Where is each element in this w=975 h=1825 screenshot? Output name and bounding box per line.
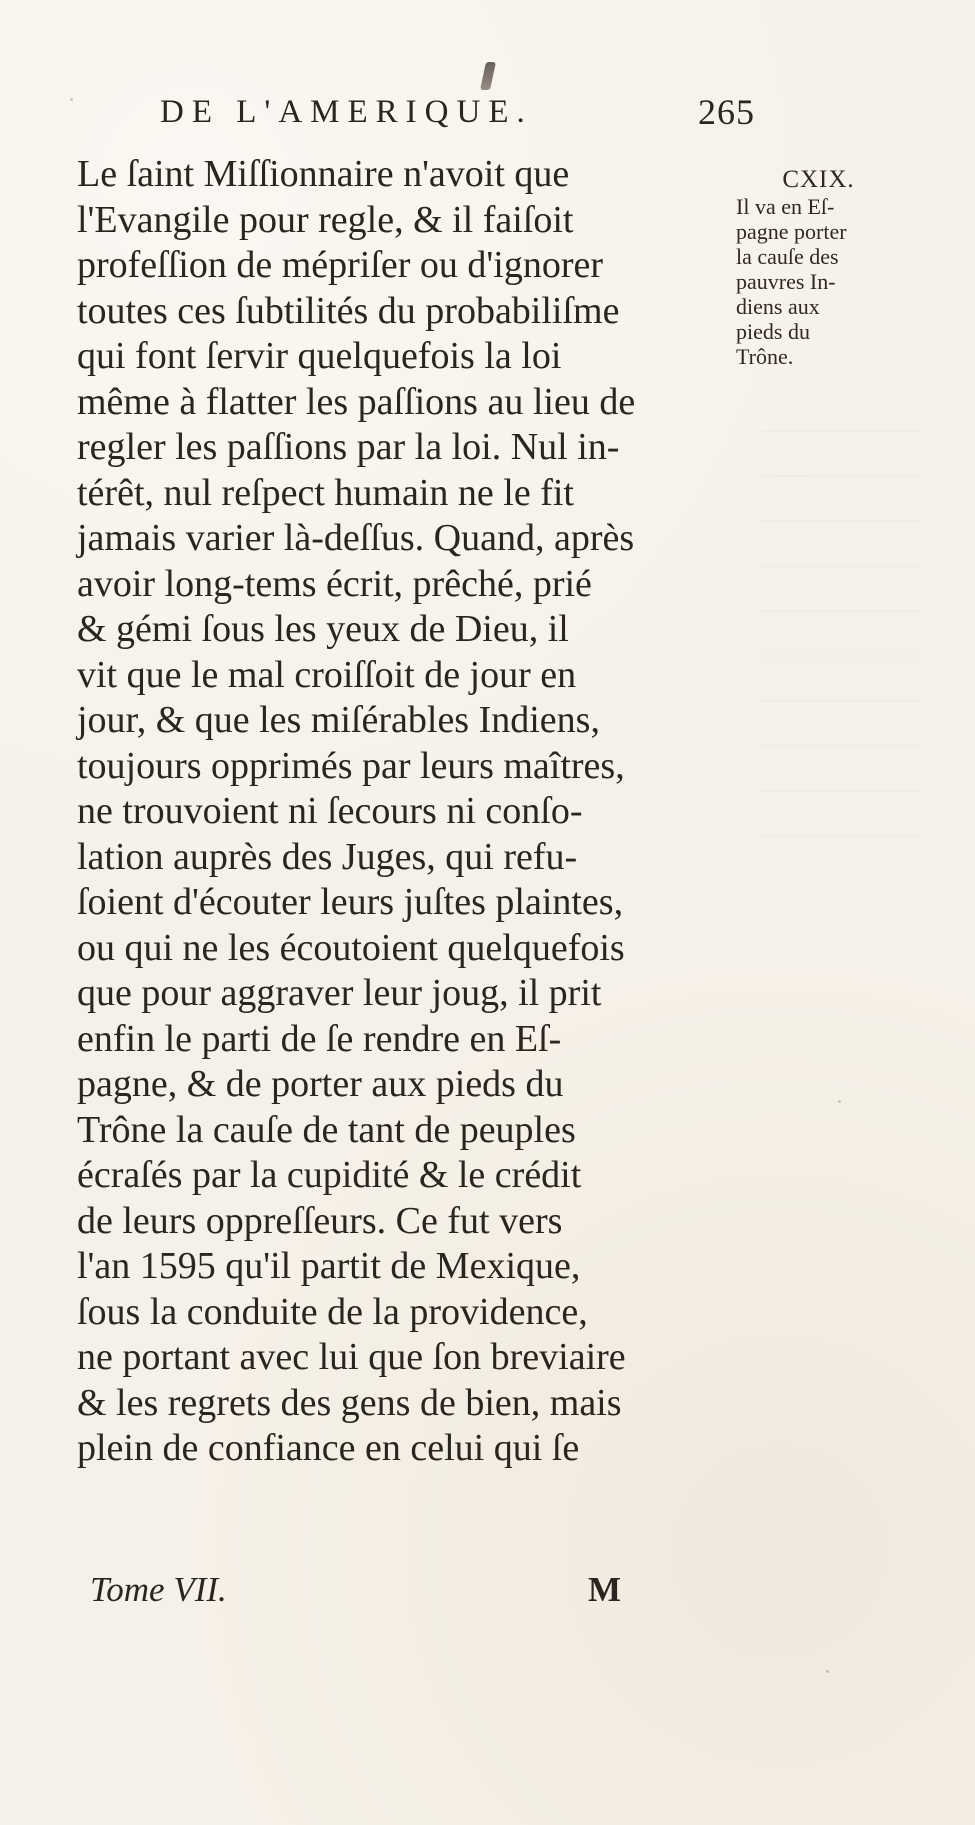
text-line: plein de confiance en celui qui ſe — [77, 1427, 580, 1469]
text-line: avoir long-tems écrit, prêché, prié — [77, 562, 592, 605]
paper-speck — [838, 1100, 841, 1103]
text-line: regler les paſſions par la loi. Nul in- — [77, 426, 620, 468]
text-line: de leurs oppreſſeurs. Ce fut vers — [77, 1199, 563, 1242]
margin-note-number: CXIX. — [782, 166, 855, 193]
margin-note-line: pagne porter — [736, 219, 847, 244]
running-header — [160, 92, 755, 132]
margin-note-line: la cauſe des — [736, 244, 839, 269]
main-text-block — [77, 152, 734, 1472]
text-line: vit que le mal croiſſoit de jour en — [77, 653, 577, 696]
text-line: qui font ſervir quelquefois la loi — [77, 335, 562, 377]
text-line: Trône la cauſe de tant de peuples — [77, 1108, 576, 1151]
paper-speck — [826, 1670, 829, 1673]
signature-mark: M — [588, 1570, 622, 1609]
page-footer — [90, 1567, 650, 1612]
text-line: térêt, nul reſpect humain ne le fit — [77, 471, 574, 514]
margin-note — [736, 167, 901, 369]
text-line: que pour aggraver leur joug, il prit — [77, 972, 602, 1014]
text-line: ſoient d'écouter leurs juſtes plaintes, — [77, 881, 624, 923]
text-line: écraſés par la cupidité & le crédit — [77, 1154, 582, 1196]
text-line: jamais varier là-deſſus. Quand, après — [77, 517, 635, 559]
text-line: ne trouvoient ni ſecours ni conſo- — [77, 790, 583, 832]
text-line: ne portant avec lui que ſon breviaire — [77, 1336, 626, 1378]
text-line: l'Evangile pour regle, & il faiſoit — [77, 198, 574, 241]
text-line: ou qui ne les écoutoient quelquefois — [77, 926, 625, 969]
text-line: profeſſion de mépriſer ou d'ignorer — [77, 244, 604, 286]
text-line: & gémi ſous les yeux de Dieu, il — [77, 608, 569, 650]
text-line: ſous la conduite de la providence, — [77, 1290, 588, 1333]
text-line: l'an 1595 qu'il partit de Mexique, — [77, 1245, 581, 1287]
text-line: même à flatter les paſſions au lieu de — [77, 380, 636, 423]
text-line: toutes ces ſubtilités du probabiliſme — [77, 289, 620, 332]
text-line: enfin le parti de ſe rendre en Eſ- — [77, 1017, 562, 1060]
margin-note-line: Il va en Eſ- — [736, 194, 835, 219]
ink-mark — [480, 62, 496, 90]
text-line: lation auprès des Juges, qui refu- — [77, 835, 578, 878]
show-through-text — [760, 430, 920, 850]
page-number: 265 — [698, 92, 755, 132]
running-title: DE L'AMERIQUE. — [160, 94, 533, 130]
text-line: toujours opprimés par leurs maîtres, — [77, 744, 625, 787]
margin-note-line: diens aux — [736, 294, 820, 319]
text-line: & les regrets des gens de bien, mais — [77, 1381, 622, 1424]
text-line: Le ſaint Miſſionnaire n'avoit que — [77, 153, 570, 195]
margin-note-line: pauvres In- — [736, 269, 836, 294]
margin-note-line: Trône. — [736, 344, 794, 369]
text-line: jour, & que les miſérables Indiens, — [77, 699, 600, 741]
volume-label: Tome VII. — [90, 1570, 227, 1609]
paper-speck — [70, 98, 73, 101]
text-line: pagne, & de porter aux pieds du — [77, 1063, 564, 1105]
margin-note-line: pieds du — [736, 319, 810, 344]
